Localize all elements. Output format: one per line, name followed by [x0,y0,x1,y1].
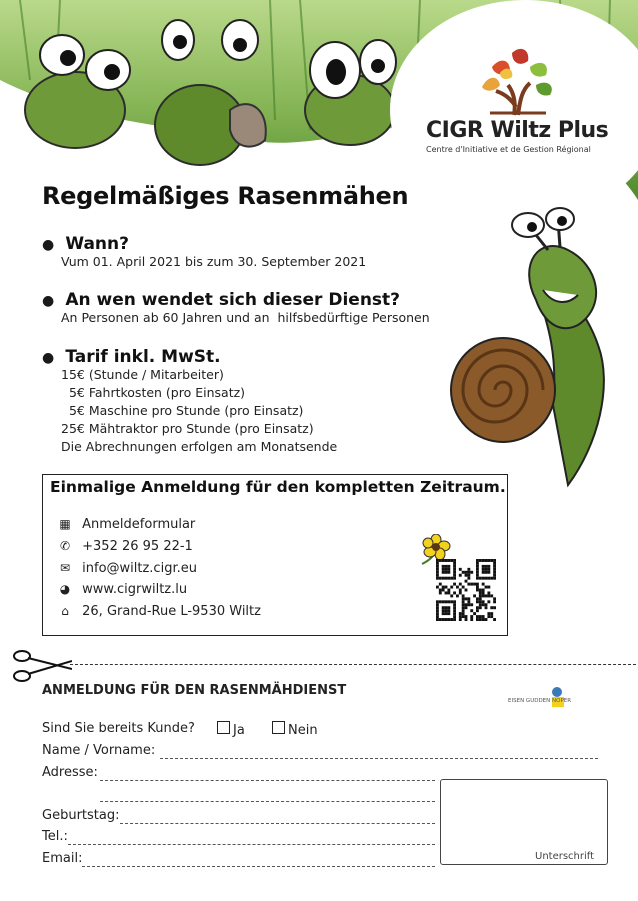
tariff-line: 25€ Mähtraktor pro Stunde (pro Einsatz) [61,421,314,436]
no-checkbox[interactable] [272,721,285,734]
name-field[interactable] [160,758,598,759]
section-heading: An wen wendet sich dieser Dienst? [65,290,401,310]
option-no[interactable]: Nein [272,721,318,738]
mail-icon: ✉ [59,561,71,575]
contact-address[interactable]: ⌂ 26, Grand-Rue L-9530 Wiltz [58,604,261,619]
phone-field[interactable] [68,844,435,845]
tariff-line: 15€ (Stunde / Mitarbeiter) [61,367,224,382]
section-heading: Tarif inkl. MwSt. [65,347,221,367]
bullet-icon: ● [42,293,55,309]
logo-subtitle: Centre d'Initiative et de Gestion Régional [426,145,591,154]
cut-line [70,664,636,665]
email-field[interactable] [82,866,435,867]
email-label: Email: [42,851,83,866]
bullet-icon: ● [42,237,55,253]
phone-label: Tel.: [42,829,68,844]
info-heading: Einmalige Anmeldung für den kompletten Zeitraum. [50,478,506,496]
sponsor-logo: EISEN GUDDEN NOPER [508,684,596,712]
customer-question: Sind Sie bereits Kunde? [42,721,195,736]
section-text: An Personen ab 60 Jahren und an hilfsbedürftige Personen [61,310,430,325]
address-field[interactable] [100,780,435,781]
snail-left [25,35,130,148]
section-tariff [42,347,221,367]
address-label: Adresse: [42,765,98,780]
logo-tree-icon [470,45,566,117]
section-text: Vum 01. April 2021 bis zum 30. September 2021 [61,254,367,269]
option-yes[interactable]: Ja [217,721,245,738]
birthday-field[interactable] [120,823,435,824]
birthday-label: Geburtstag: [42,808,120,823]
yes-checkbox[interactable] [217,721,230,734]
signature-label: Unterschrift [535,851,595,862]
contact-form[interactable]: ▦ Anmeldeformular [59,517,196,532]
tariff-line: 5€ Fahrtkosten (pro Einsatz) [61,385,246,400]
phone-icon: ✆ [59,539,71,553]
form-heading: ANMELDUNG FÜR DEN RASENMÄHDIENST [42,683,347,698]
tariff-line: Die Abrechnungen erfolgen am Monatsende [61,439,338,454]
snail-right [305,40,396,145]
document-icon: ▦ [59,517,71,531]
scissors-icon [10,647,72,685]
contact-mail[interactable]: ✉ info@wiltz.cigr.eu [59,561,197,576]
globe-icon: ◕ [59,582,71,596]
tariff-line: 5€ Maschine pro Stunde (pro Einsatz) [61,403,304,418]
name-label: Name / Vorname: [42,743,156,758]
page-title: Regelmäßiges Rasenmähen [42,182,409,210]
home-icon: ⌂ [61,604,69,618]
contact-web[interactable]: ◕ www.cigrwiltz.lu [59,582,188,597]
qr-code[interactable] [436,559,496,621]
address-field-2[interactable] [100,801,435,802]
contact-phone[interactable]: ✆ +352 26 95 22-1 [59,539,193,554]
logo-name: CIGR Wiltz Plus [426,118,609,143]
section-when [42,234,129,254]
section-heading: Wann? [65,234,129,254]
section-audience [42,290,400,310]
snail-mascot [448,205,618,495]
bullet-icon: ● [42,350,55,366]
